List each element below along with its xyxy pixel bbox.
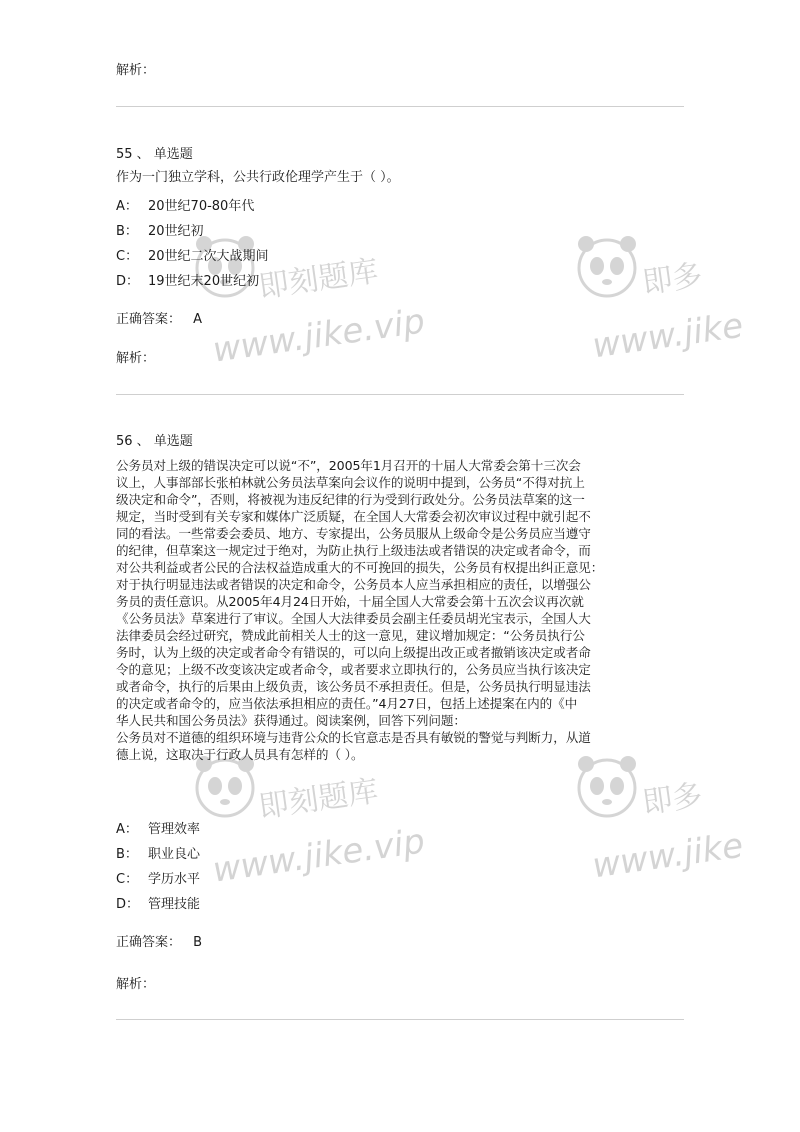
paragraph-line: 的决定或者命令的，应当依法承担相应的责任。”4月27日，包括上述提案在内的《中 bbox=[116, 696, 578, 711]
watermark-url: www.jike.vip bbox=[210, 821, 428, 891]
paragraph-line: 的纪律，但草案这一规定过于绝对，为防止执行上级违法或者错误的决定或者命令，而 bbox=[116, 543, 591, 558]
paragraph-line: 公务员对上级的错误决定可以说“不”，2005年1月召开的十届人大常委会第十三次会 bbox=[116, 458, 581, 473]
option-key: B： bbox=[116, 847, 138, 862]
paragraph-line: 务时，认为上级的决定或者命令有错误的，可以向上级提出改正或者撤销该决定或者命 bbox=[116, 645, 591, 660]
q56-option-a bbox=[116, 818, 200, 837]
divider bbox=[116, 394, 684, 395]
option-text: 管理效率 bbox=[148, 822, 201, 837]
watermark-url-partial: www.jike bbox=[589, 825, 746, 887]
paragraph-line: 华人民共和国公务员法》获得通过。阅读案例，回答下列问题： bbox=[116, 713, 466, 728]
answer-label: 正确答案： bbox=[116, 312, 182, 327]
paragraph-line: 法律委员会经过研究，赞成此前相关人士的这一意见，建议增加规定：“公务员执行公 bbox=[116, 628, 585, 643]
option-key: C： bbox=[116, 872, 139, 887]
answer-value: A bbox=[193, 312, 203, 327]
q56-option-c bbox=[116, 868, 200, 887]
paragraph-line: 德上说，这取决于行政人员具有怎样的（ ）。 bbox=[116, 747, 364, 762]
q54-analysis-label: 解析： bbox=[116, 63, 156, 78]
q55-option-c bbox=[116, 245, 269, 264]
watermark-url: www.jike.vip bbox=[210, 301, 428, 371]
panda-logo-icon bbox=[572, 232, 642, 302]
paragraph-line: 级决定和命令”，否则，将被视为违反纪律的行为受到行政处分。公务员法草案的这一 bbox=[116, 492, 585, 507]
option-key: D： bbox=[116, 897, 140, 912]
panda-logo-icon bbox=[190, 232, 260, 302]
q55-option-d bbox=[116, 270, 259, 289]
q56-option-d bbox=[116, 893, 200, 912]
paragraph-line: 同的看法。一些常委会委员、地方、专家提出，公务员服从上级命令是公务员应当遵守 bbox=[116, 526, 591, 541]
q55-analysis-label: 解析： bbox=[116, 351, 156, 366]
answer-label: 正确答案： bbox=[116, 935, 182, 950]
q55-answer bbox=[116, 311, 202, 328]
paragraph-line: 或者命令，执行的后果由上级负责，该公务员不承担责任。但是，公务员执行明显违法 bbox=[116, 679, 591, 694]
option-text: 20世纪初 bbox=[148, 224, 204, 239]
option-key: A： bbox=[116, 199, 138, 214]
option-text: 职业良心 bbox=[148, 847, 201, 862]
answer-value: B bbox=[193, 935, 203, 950]
watermark-url-partial: www.jike bbox=[589, 305, 746, 367]
watermark-3 bbox=[190, 752, 430, 902]
paragraph-line: 规定，当时受到有关专家和媒体广泛质疑，在全国人大常委会初次审议过程中就引起不 bbox=[116, 509, 591, 524]
paragraph-line: 务员的责任意识。从2005年4月24日开始，十届全国人大常委会第十五次会议再次就 bbox=[116, 594, 584, 609]
q56-case-text bbox=[116, 457, 686, 763]
option-text: 20世纪二次大战期间 bbox=[148, 249, 269, 264]
watermark-brand-partial: 即多 bbox=[640, 257, 705, 301]
watermark-brand: 即刻题库 bbox=[256, 253, 381, 306]
paragraph-line: 对公共利益或者公民的合法权益造成重大的不可挽回的损失，公务员有权提出纠正意见： bbox=[116, 560, 604, 575]
q55-stem: 作为一门独立学科，公共行政伦理学产生于（ ）。 bbox=[116, 170, 400, 185]
option-text: 19世纪末20世纪初 bbox=[148, 274, 260, 289]
option-key: C： bbox=[116, 249, 139, 264]
option-text: 管理技能 bbox=[148, 897, 201, 912]
q56-answer bbox=[116, 934, 202, 951]
divider bbox=[116, 106, 684, 107]
paragraph-line: 《公务员法》草案进行了审议。全国人大法律委员会副主任委员胡光宝表示，全国人大 bbox=[116, 611, 591, 626]
watermark-4 bbox=[572, 752, 800, 902]
option-text: 20世纪70-80年代 bbox=[148, 199, 255, 214]
q56-header: 56 、 单选题 bbox=[116, 434, 193, 449]
paragraph-line: 对于执行明显违法或者错误的决定和命令，公务员本人应当承担相应的责任，以增强公 bbox=[116, 577, 591, 592]
option-key: B： bbox=[116, 224, 138, 239]
watermark-brand-partial: 即多 bbox=[640, 777, 705, 821]
q56-option-b bbox=[116, 843, 200, 862]
q55-option-b bbox=[116, 220, 204, 239]
option-text: 学历水平 bbox=[148, 872, 201, 887]
paragraph-line: 议上，人事部部长张柏林就公务员法草案向会议作的说明中提到，公务员“不得对抗上 bbox=[116, 475, 585, 490]
option-key: D： bbox=[116, 274, 140, 289]
watermark-brand: 即刻题库 bbox=[256, 773, 381, 826]
option-key: A： bbox=[116, 822, 138, 837]
divider bbox=[116, 1019, 684, 1020]
watermark-2 bbox=[572, 232, 800, 382]
q55-header: 55 、 单选题 bbox=[116, 147, 193, 162]
paragraph-line: 令的意见；上级不改变该决定或者命令，或者要求立即执行的，公务员应当执行该决定 bbox=[116, 662, 591, 677]
paragraph-line: 公务员对不道德的组织环境与违背公众的长官意志是否具有敏锐的警觉与判断力，从道 bbox=[116, 730, 591, 745]
q56-analysis-label: 解析： bbox=[116, 977, 156, 992]
q55-option-a bbox=[116, 195, 254, 214]
